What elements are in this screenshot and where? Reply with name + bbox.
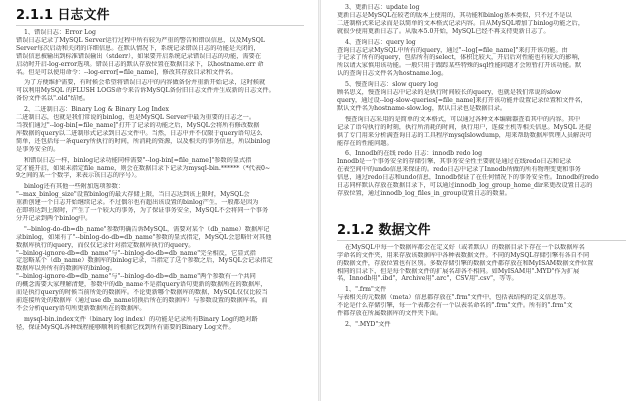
text-line: 慢查询日志采用的是简单的文本格式，可以通过各种文本编辑器查看其中的内容。其中 (345, 115, 581, 123)
section-title: 数据文件 (378, 222, 431, 238)
text-line: 顾名思义，慢查询日志中记录的是执行时间较长的query，也就是我们常说的slow (337, 89, 562, 97)
text-line: 于记录了所有的query，包括所有的select，体积比较大，开启后对性能也有较大的影响， (337, 54, 584, 62)
paragraph (16, 79, 304, 103)
text-line: Server每次启动和关闭的详细信息。在默认情况下，系统记录错误日志的功能是关闭的， (16, 44, 260, 52)
text-line: 数据库执行的query，而仅仅记录针对指定数据库执行的query。 (16, 241, 195, 249)
text-line: query，通过设--log-slow-queries[=file_name]来打开该功能并设置记录位置和文件名， (337, 96, 587, 104)
text-line: 定才能开启，如果未指定file_name，则会在数据目录下记录为mysql-bin.******（*代表0~ (16, 164, 271, 172)
text-line: 相同的目录下，但是每个数据文件的扩展名却各不相同。如MyISAM用".MYD"作为扩展 (337, 267, 580, 275)
text-line: 可以利用MySQL 的FLUSH LOGS命令来告诉MySQL备份旧日志文件并生成新的日志文件。 (16, 87, 275, 95)
text-line: 名，Innodb用".ibd"，Archive用".arc"，CSV用".csv"，等等。 (337, 275, 518, 283)
paragraph (337, 244, 626, 284)
right-page (321, 0, 640, 401)
left-page-content (0, 0, 318, 332)
paragraph (337, 286, 626, 318)
text-line: 3、更新日志：update log (345, 4, 420, 11)
left-page (0, 0, 318, 401)
text-line: 重新创建一个日志开始继续记录。不过偶尔也有超出该设置的binlog产生，一般都是因为 (16, 199, 259, 207)
text-line: 的概念需要大家理解清楚，参数中的db_name不是指query语句更新的数据所在的数据库， (16, 281, 267, 289)
text-line: "--binlog-ignore-db=db_name"与"--binlog-do-db=db_name"两个参数有一个共同 (16, 273, 256, 281)
text-line: 当我们通过"--log-bin[=file_name]"打开了记录的功能之后，MySQL会将所有修改数据 (16, 121, 260, 129)
text-line: 2、二进制日志：Binary Log & Binary Log Index (24, 106, 170, 114)
text-line: 和错误日志一样，binlog记录功能同样需要"--log-bin[=file_name]"参数的显式指 (24, 156, 252, 164)
text-line: 在表空间中的undo信息来保证的。redo日志中记录了Innodb所做的所有物理变更和事务 (337, 166, 581, 174)
text-line: "--max_binlog_size"设置binlog的最大存储上限，当日志达到该上限时，MySQL会 (16, 191, 250, 199)
text-line: 启动时开启-log-error选项。错误日志的默认存放位置在数据目录下，以hostname.err 命 (16, 60, 264, 68)
paragraph (337, 116, 626, 148)
paragraph (337, 4, 626, 36)
text-line: 信息，通过redo日志和undo信息，Innodb保证了在任何情况下的事务安全性。Innodb的redo (337, 174, 599, 182)
right-top-text (337, 4, 626, 198)
text-line: 日志同样默认存放在数据目录下，可以通过innodb_log_group_home_dir来更改设置日志的 (337, 182, 593, 190)
text-line: 备份文件名以".old"结尾。 (16, 95, 90, 103)
text-line: mysql-bin.index文件（binary log index）的功能是记录所有Binary Log的绝对路 (24, 315, 258, 323)
text-line: 1、".frm"文件 (345, 286, 387, 294)
text-line: Innodb是一个事务安全的存储引擎，其事务安全性主要就是通过在线redo日志和记录 (337, 158, 572, 166)
text-line: 5、慢查询日志：slow query log (345, 81, 439, 89)
text-line: 6、Innodb的在线 redo 日志：innodb redo log (345, 150, 483, 158)
right-bottom-text (337, 244, 626, 329)
text-line: 为了方便维护需要，有时候会希望将错误日志中的内容做备份并重新开始记录，这时候就 (24, 79, 266, 87)
text-line: 4、查询日志：query log (345, 38, 416, 46)
text-line: 名。但是可以使用命令：--log-error[=file_name]，修改其存放目录和文件名。 (16, 68, 237, 76)
text-line: 分开记录到两个binlog中。 (16, 214, 92, 222)
text-line: 前连接所处的数据库（通过use db_name切换后所在的数据库）与参数设置的数据库名，而 (16, 297, 268, 304)
text-line: 在MySQL中每一个数据库都会在定义好（或者默认）的数据目录下存在一个以数据库名 (345, 243, 585, 251)
text-line: 字命名的文件夹，用来存放该数据库中各种表数据文件。不同的MySQL存储引擎有各自不同 (337, 251, 590, 259)
text-line: binlog还有其他一些附加选项参数： (24, 183, 125, 191)
paragraph (337, 321, 626, 329)
text-line: 二进制日志，也就是我们常说的binlog，也是MySQL Server中最为重要的日志之一。 (16, 114, 256, 122)
text-line: 是事务安全的。 (16, 145, 60, 153)
text-line: 数据库以外所有的数据库的binlog。 (16, 265, 117, 273)
paragraph (337, 39, 626, 79)
text-line: 更新日志是MySQL在较老的版本上使用的，其功能和binlog基本类似，只不过不是以 (337, 11, 572, 19)
text-line: 而是执行query的时候当前所处的数据库。不论更新哪个数据库的数据，MySQL仅仅比较当 (16, 289, 268, 297)
paragraph (16, 226, 304, 313)
text-line: 的数据文件，存放位置也有区别。多数存储引擎的数据文件都存放在和MyISAM数据文件位置 (337, 259, 594, 267)
section-heading-log-files (16, 4, 304, 26)
paragraph (16, 316, 304, 332)
text-line: 件都存放在所属数据库的文件夹下面。 (337, 310, 443, 318)
section-title: 日志文件 (57, 8, 110, 23)
paragraph (337, 81, 626, 113)
paragraph (16, 29, 304, 76)
paragraph (16, 183, 304, 223)
text-line: 就很少使用更新日志了。从版本5.0开始，MySQL已经不再支持更新日志了。 (337, 27, 550, 35)
text-line: 定忽略某个（db_name）数据库的binlog记录，当指定了这个参数之后，MySQL会记录指定 (16, 257, 273, 265)
section-number: 2.1.2 (337, 222, 375, 238)
text-line: 能存在的性能问题。 (337, 139, 393, 147)
text-line: 默认文件名为hostname-slow.log，默认目录也是数据目录。 (337, 104, 507, 112)
text-line: 9之间的某一个数字，来表示该日志的序号）。 (16, 172, 141, 180)
text-line: 库数据的query以二进制形式记录到日志文件中。当然，日志中并不仅限于query语句这么 (16, 129, 263, 137)
left-body-text (16, 29, 304, 332)
text-line: 径，保证MySQL各种线程能够顺利的根据它找到所有需要的Binary Log文件。 (16, 323, 235, 331)
paragraph (337, 150, 626, 197)
text-line: 在即将达到上限时，产生了一个较大的事务，为了保证事务安全，MySQL不会将同一个事务 (16, 207, 269, 215)
text-line: 2、".MYD"文件 (345, 321, 391, 328)
text-line: "--binlog-do-db=db_name"参数明确告诉MySQL，需要对某个（db_name）数据库记 (24, 225, 270, 233)
text-line: 简单，还包括每一条query所执行的时间，所消耗的资源，以及相关的事务信息，所以binlog (16, 137, 271, 145)
text-line: 与表相关的元数据（meta）信息都存放在".frm"文件中，包括表结构的定义信息等。 (337, 294, 570, 302)
text-line: 供了专门用来分析满查询日志的工具程序mysqlslowdump，用来帮助数据库管理人员解决可 (337, 131, 592, 139)
section-number: 2.1.1 (16, 8, 54, 23)
text-line: 记录了语句执行的时刻，执行所消耗的时间，执行用户，连接主机等相关信息。MySQL 还提 (337, 123, 592, 131)
text-line: 1、错误日志：Error Log (24, 29, 96, 36)
section-heading-data-files (337, 219, 626, 241)
text-line: 二进制格式来记录而是以简单的文本格式记录内容。自从MySQL增加了binlog功能之后， (337, 19, 585, 27)
text-line: 录binlog，如果有了"--binlog-do-db=db_name"参数的显式指定，MySQL会忽略针对其他 (16, 233, 272, 241)
paragraph (16, 157, 304, 181)
text-line: 错误日志记录了MySQL Server运行过程中所有较为严重的警告和错误信息，以及MySQL (16, 36, 265, 44)
text-line: 存放位置，通过innodb_log_files_in_group设置日志的数量。 (337, 189, 511, 197)
text-line: 不论是什么存储引擎，每一个表都会有一个以表名命名的".frm"文件。所有的".frm"文 (337, 302, 573, 310)
text-line: 所以请大家慎用该功能。一般只用于跟踪某些特殊的sql性能问题才会短暂打开该功能。默 (337, 62, 582, 70)
text-line: 认的查询日志文件名为hostname.log。 (337, 70, 448, 78)
text-line: 查询日志记录MySQL中所有的query，通过"--log[=file_name]"来打开该功能。由 (337, 46, 568, 54)
text-line: 错误信息被输出到标准错误输出（stderr），如果要开启系统记录错误日志的功能，需要在 (16, 52, 262, 60)
paragraph (16, 106, 304, 153)
right-page-content (321, 0, 640, 329)
text-line: 不会分析query语句所更新数据所在的数据库。 (16, 304, 146, 312)
text-line: "--binlog-ignore-db=db_name"与"--binlog-do-db=db_name"完全相反，它显式指 (16, 249, 256, 257)
